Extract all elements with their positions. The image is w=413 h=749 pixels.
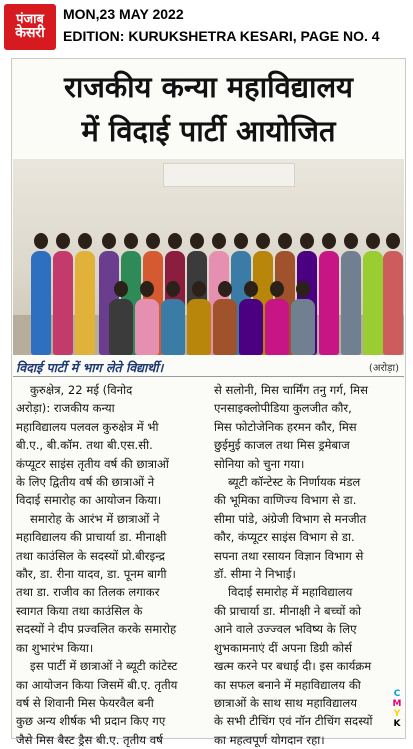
article-line: का महत्वपूर्ण योगदान रहा। <box>214 732 325 747</box>
photo-figure <box>187 299 211 355</box>
photo-figure <box>213 299 237 355</box>
article-line: से सलोनी, मिस चार्मिंग तनु गर्ग, मिस <box>214 383 368 397</box>
article-column-right <box>214 381 399 749</box>
article-line: के सभी टीचिंग एवं नॉन टीचिंग सदस्यों <box>214 714 373 729</box>
article-line: इस पार्टी में छात्राओं ने ब्यूटी कांटेस्ट <box>30 659 178 674</box>
photo-figure-head <box>322 233 336 249</box>
photo-figure-head <box>78 233 92 249</box>
article-line: छुईमुई काजल तथा मिस ड्रमेबाज <box>214 438 350 453</box>
article-line: एनसाइक्लोपीडिया कुलजीत कौर, <box>214 401 352 416</box>
photo-figure-head <box>146 233 160 249</box>
article-line: सदस्यों ने दीप प्रज्वलित करके समारोह <box>16 622 177 637</box>
photo-figure-head <box>140 281 154 297</box>
cmyk-mark: Y <box>393 709 401 719</box>
photo-figure-head <box>124 233 138 249</box>
article-line: कुछ अन्य शीर्षक भी प्रदान किए गए <box>16 714 166 729</box>
photo-figure-head <box>166 281 180 297</box>
article-line: छात्राओं के साथ साथ महाविद्यालय <box>214 695 357 710</box>
photo-figure <box>319 251 339 355</box>
article-column-left <box>16 381 201 749</box>
article-line: डॉ. सीमा ने निभाई। <box>214 567 296 582</box>
article-line: तथा डा. राजीव का तिलक लगाकर <box>16 585 160 600</box>
photo-figure <box>265 299 289 355</box>
photo-figure-head <box>168 233 182 249</box>
photo-figure-head <box>192 281 206 297</box>
article-line: कंप्यूटर साइंस तृतीय वर्ष की छात्राओं <box>16 456 169 471</box>
cmyk-mark: M <box>392 699 402 709</box>
news-clipping <box>11 58 406 747</box>
photo-figure <box>31 251 51 355</box>
headline-line-2: में विदाई पार्टी आयोजित <box>81 114 336 148</box>
photo-figure-head <box>114 281 128 297</box>
photo-figure-head <box>296 281 310 297</box>
photo-caption: विदाई पार्टी में भाग लेते विद्यार्थी। <box>16 360 164 375</box>
photo-figure <box>53 251 73 355</box>
photo-figure <box>363 251 383 355</box>
photo-figure <box>161 299 185 355</box>
photo-figure <box>239 299 263 355</box>
photo-figure-head <box>278 233 292 249</box>
photo-figure-head <box>244 281 258 297</box>
article-line: सपना तथा रसायन विज्ञान विभाग से <box>214 548 364 563</box>
cmyk-marks <box>391 689 403 729</box>
article-line: स्वागत किया तथा काउंसिल के <box>16 603 143 618</box>
photo-figure <box>109 299 133 355</box>
headline-line-1: राजकीय कन्या महाविद्यालय <box>64 70 353 104</box>
photo-figure-head <box>234 233 248 249</box>
article-line: तथा काउंसिल के सदस्यों प्रो.बीरइन्द्र <box>16 548 165 563</box>
photo-figure-head <box>344 233 358 249</box>
group-photo <box>13 159 404 355</box>
photo-figure <box>135 299 159 355</box>
photo-figure-head <box>300 233 314 249</box>
article-line: आने वाले उज्ज्वल भविष्य के लिए <box>214 622 357 637</box>
photo-figure <box>341 251 361 355</box>
article-line: जैसे मिस बैस्ट ड्रैस बी.ए. तृतीय वर्ष <box>16 732 163 747</box>
photo-credit: (अरोड़ा) <box>368 363 399 374</box>
cmyk-mark: K <box>393 719 401 729</box>
photo-figure-head <box>190 233 204 249</box>
article-line: के लिए द्वितीय वर्ष की छात्राओं ने <box>16 475 155 490</box>
article-line: कौर, डा. रीना यादव, डा. पूनम बागी <box>16 567 167 582</box>
article-line: महाविद्यालय पलवल कुरुक्षेत्र में भी <box>16 419 159 434</box>
article-line: अरोड़ा): राजकीय कन्या <box>16 401 115 416</box>
newspaper-logo <box>4 4 56 50</box>
edition-info: EDITION: KURUKSHETRA KESARI, PAGE NO. 4 <box>63 28 380 44</box>
edition-date: MON,23 MAY 2022 <box>63 6 184 22</box>
photo-figure-head <box>256 233 270 249</box>
article-line: खत्म करने पर बधाई दी। इस कार्यक्रम <box>214 659 372 674</box>
photo-figure-head <box>218 281 232 297</box>
photo-figure-head <box>102 233 116 249</box>
article-line: शुभकामनाएं दीं अपना डिग्री कोर्स <box>214 640 352 655</box>
article-line: का आयोजन किया जिसमें बी.ए. तृतीय <box>16 677 178 692</box>
article-line: ब्यूटी कॉन्टेस्ट के निर्णायक मंडल <box>228 475 361 490</box>
cmyk-mark: C <box>393 689 401 699</box>
article-line: विदाई समारोह का आयोजन किया। <box>16 493 162 508</box>
article-line: सोनिया को चुना गया। <box>214 456 305 471</box>
article-line: विदाई समारोह में महाविद्यालय <box>228 585 353 600</box>
article-line: का शुभारंभ किया। <box>16 640 94 655</box>
article-line: समारोह के आरंभ में छात्राओं ने <box>30 511 160 526</box>
article-line: मिस फोटोजेनिक हरमन कौर, मिस <box>214 419 357 434</box>
photo-figure-head <box>56 233 70 249</box>
stage-banner <box>163 163 295 187</box>
photo-figure-head <box>386 233 400 249</box>
caption-divider <box>13 376 404 377</box>
article-line: कौर, कंप्यूटर साइंस विभाग से डा. <box>214 530 355 545</box>
headline <box>12 65 405 153</box>
photo-figure-head <box>366 233 380 249</box>
article-line: महाविद्यालय की प्राचार्या डा. मीनाक्षी <box>16 530 167 545</box>
photo-figure-head <box>212 233 226 249</box>
article-line: कुरुक्षेत्र, 22 मई (विनोद <box>30 383 133 397</box>
page-header <box>0 0 413 54</box>
article-line: सीमा पांडे, अंग्रेजी विभाग से मनजीत <box>214 511 367 526</box>
photo-figure <box>383 251 403 355</box>
photo-figure-head <box>270 281 284 297</box>
photo-figure <box>75 251 95 355</box>
logo-line-2: केसरी <box>15 25 45 42</box>
article-line: बी.ए., बी.कॉम. तथा बी.एस.सी. <box>16 438 153 453</box>
article-line: की प्राचार्या डा. मीनाक्षी ने बच्चों को <box>214 603 361 618</box>
logo-line-1: पंजाब <box>16 11 44 27</box>
article-line: की भूमिका वाणिज्य विभाग से डा. <box>214 493 357 508</box>
photo-figure <box>291 299 315 355</box>
article-line: वर्ष से शिवानी मिस फेयरवैल बनी <box>16 695 154 710</box>
photo-figure-head <box>34 233 48 249</box>
article-line: का सफल बनाने में महाविद्यालय की <box>214 677 361 692</box>
